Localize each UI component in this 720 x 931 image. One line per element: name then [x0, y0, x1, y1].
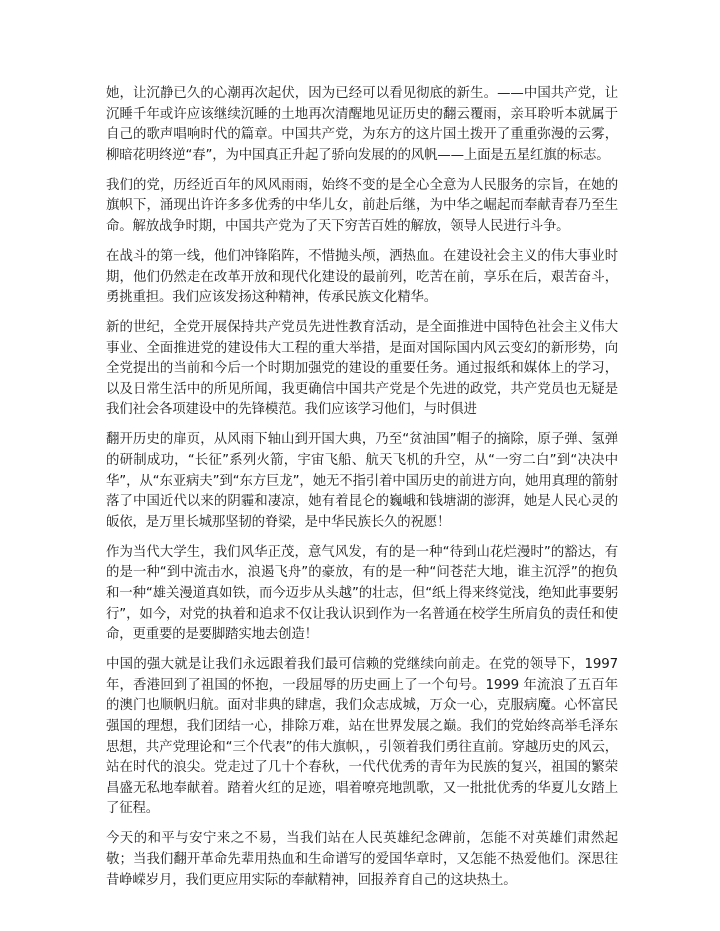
paragraph-7: 中国的强大就是让我们永远跟着我们最可信赖的党继续向前走。在党的领导下，1997 年，香港回到了祖国的怀抱，一段屈辱的历史画上了一个句号。1999 年流浪了五百年的澳门也顺帆归航。面对非典的肆虐，我们众志成城，万众一心，克服病魔。心怀富民强国的理想，我们团结一心，排除万难，站在世界发展之巅。我们的党始终高举毛泽东思想，共产党理论和“三个代表”的伟大旗帜，，引领着我们勇往直前。穿越历史的风云，站在时代的浪尖。党走过了几十个春秋，一代代优秀的青年为民族的复兴，祖国的繁荣昌盛无私地奉献着。踏着火红的足迹，唱着嘹亮地凯歌，又一批批优秀的华夏儿女踏上了征程。 [106, 657, 618, 817]
article-body [106, 84, 618, 901]
paragraph-4: 新的世纪，全党开展保持共产党员先进性教育活动，是全面推进中国特色社会主义伟大事业、全面推进党的建设伟大工程的重大举措，是面对国际国内风云变幻的新形势，向全党提出的当前和今后一个时期加强党的建设的重要任务。通过报纸和媒体上的学习，以及日常生活中的所见所闻，我更确信中国共产党是个先进的政党，共产党员也无疑是我们社会各项建设中的先锋模范。我们应该学习他们，与时俱进 [106, 320, 618, 418]
paragraph-2: 我们的党，历经近百年的风风雨雨，始终不变的是全心全意为人民服务的宗旨，在她的旗帜下，涌现出许许多多优秀的中华儿女，前赴后继，为中华之崛起而奉献青春乃至生命。解放战争时期，中国共产党为了天下穷苦百姓的解放，领导人民进行斗争。 [106, 177, 618, 234]
paragraph-6: 作为当代大学生，我们风华正茂，意气风发，有的是一种“待到山花烂漫时”的豁达，有的是一种“到中流击水，浪遏飞舟”的豪放，有的是一种“问苍茫大地，谁主沉浮”的抱负和一种“雄关漫道真如铁，而今迈步从头越”的壮志，但“纸上得来终觉浅，绝知此事要躬行”，如今，对党的执着和追求不仅让我认识到作为一名普通在校学生所肩负的责任和使命，更重要的是要脚踏实地去创造！ [106, 544, 618, 643]
paragraph-3: 在战斗的第一线，他们冲锋陷阵，不惜抛头颅，洒热血。在建设社会主义的伟大事业时期，他们仍然走在改革开放和现代化建设的最前列，吃苦在前，享乐在后，艰苦奋斗，勇挑重担。我们应该发扬这种精神，传承民族文化精华。 [106, 248, 618, 306]
paragraph-8: 今天的和平与安宁来之不易，当我们站在人民英雄纪念碑前，怎能不对英雄们肃然起敬；当我们翻开革命先辈用热血和生命谱写的爱国华章时，又怎能不热爱他们。深思往昔峥嵘岁月，我们更应用实际的奉献精神，回报养育自己的这块热土。 [106, 831, 618, 888]
paragraph-5: 翻开历史的扉页，从风雨下轴山到开国大典，乃至“贫油国”帽子的摘除，原子弹、氢弹的研制成功，“长征”系列火箭，宇宙飞船、航天飞机的升空，从“一穷二白”到“决决中华”，从“东亚病夫”到“东方巨龙”，她无不指引着中国历史的前进方向，她用真理的箭射落了中国近代以来的阴霾和凄凉，她有着昆仑的巍峨和钱塘湖的澎湃，她是人民心灵的皈依，是万里长城那坚韧的脊梁，是中华民族长久的祝愿！ [106, 432, 618, 530]
paragraph-1: 她，让沉静已久的心潮再次起伏，因为已经可以看见彻底的新生。——中国共产党，让沉睡千年或许应该继续沉睡的土地再次清醒地见证历史的翻云覆雨，亲耳聆听本就属于自己的歌声唱响时代的篇章。中国共产党，为东方的这片国土拨开了重重弥漫的云雾，柳暗花明终逆“春”，为中国真正升起了骄向发展的的风帆——上面是五星红旗的标志。 [106, 86, 618, 163]
